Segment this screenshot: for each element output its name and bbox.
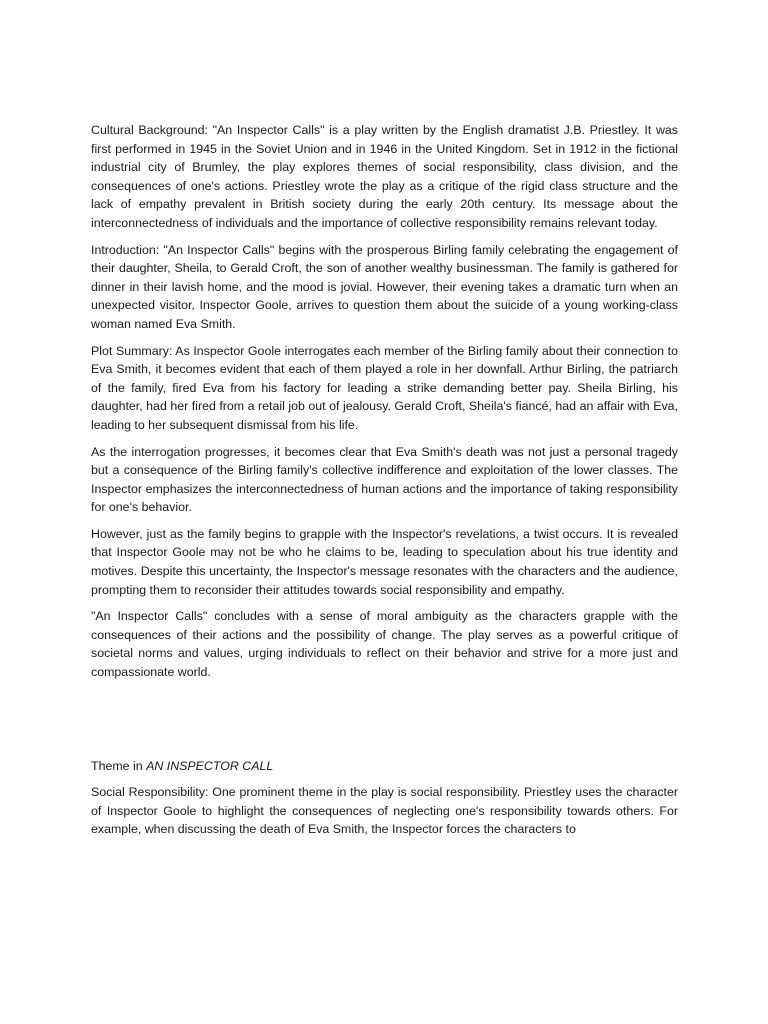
theme-heading — [91, 757, 678, 776]
document-body — [91, 121, 678, 847]
theme-heading-title: AN INSPECTOR CALL — [146, 758, 274, 773]
paragraph-interrogation: As the interrogation progresses, it becomes clear that Eva Smith's death was not just a personal tragedy but a consequence of the Birling family's collective indifference and exploitation of the lower classes. The Inspector emphasizes the interconnectedness of human actions and the importance of taking responsibility for one's behavior. — [91, 444, 678, 515]
paragraph-introduction: Introduction: "An Inspector Calls" begins with the prosperous Birling family celebrating the engagement of their daughter, Sheila, to Gerald Croft, the son of another wealthy businessman. The family is gathered for dinner in their lavish home, and the mood is jovial. However, their evening takes a dramatic turn when an unexpected visitor, Inspector Goole, arrives to question them about the suicide of a young working-class woman named Eva Smith. — [91, 242, 678, 331]
paragraph-conclusion: "An Inspector Calls" concludes with a sense of moral ambiguity as the characters grapple with the consequences of their actions and the possibility of change. The play serves as a powerful critique of societal norms and values, urging individuals to reflect on their behavior and strive for a more just and compassionate world. — [91, 609, 678, 680]
section-spacer — [91, 690, 678, 757]
paragraph-twist: However, just as the family begins to grapple with the Inspector's revelations, a twist occurs. It is revealed that Inspector Goole may not be who he claims to be, leading to speculation about his true identity and motives. Despite this uncertainty, the Inspector's message resonates with the characters and the audience, prompting them to reconsider their attitudes towards social responsibility and empathy. — [91, 526, 678, 597]
paragraph-plot-summary: Plot Summary: As Inspector Goole interrogates each member of the Birling family about their connection to Eva Smith, it becomes evident that each of them played a role in her downfall. Arthur Birling, the patriarch of the family, fired Eva from his factory for leading a strike demanding better pay. Sheila Birling, his daughter, had her fired from a retail job out of jealousy. Gerald Croft, Sheila's fiancé, had an affair with Eva, leading to her subsequent dismissal from his life. — [91, 343, 678, 432]
paragraph-cultural-background: Cultural Background: "An Inspector Calls" is a play written by the English dramatist J.B. Priestley. It was first performed in 1945 in the Soviet Union and in 1946 in the United Kingdom. Set in 1912 in the fictional industrial city of Brumley, the play explores themes of social responsibility, class division, and the consequences of one's actions. Priestley wrote the play as a critique of the rigid class structure and the lack of empathy prevalent in British society during the early 20th century. Its message about the interconnectedness of individuals and the importance of collective responsibility remains relevant today. — [91, 123, 678, 230]
theme-heading-prefix: Theme in — [91, 758, 147, 773]
paragraph-social-responsibility: Social Responsibility: One prominent theme in the play is social responsibility. Priestley uses the character of Inspector Goole to highlight the consequences of neglecting one's responsibility towards others. For example, when discussing the death of Eva Smith, the Inspector forces the characters to — [91, 785, 678, 837]
